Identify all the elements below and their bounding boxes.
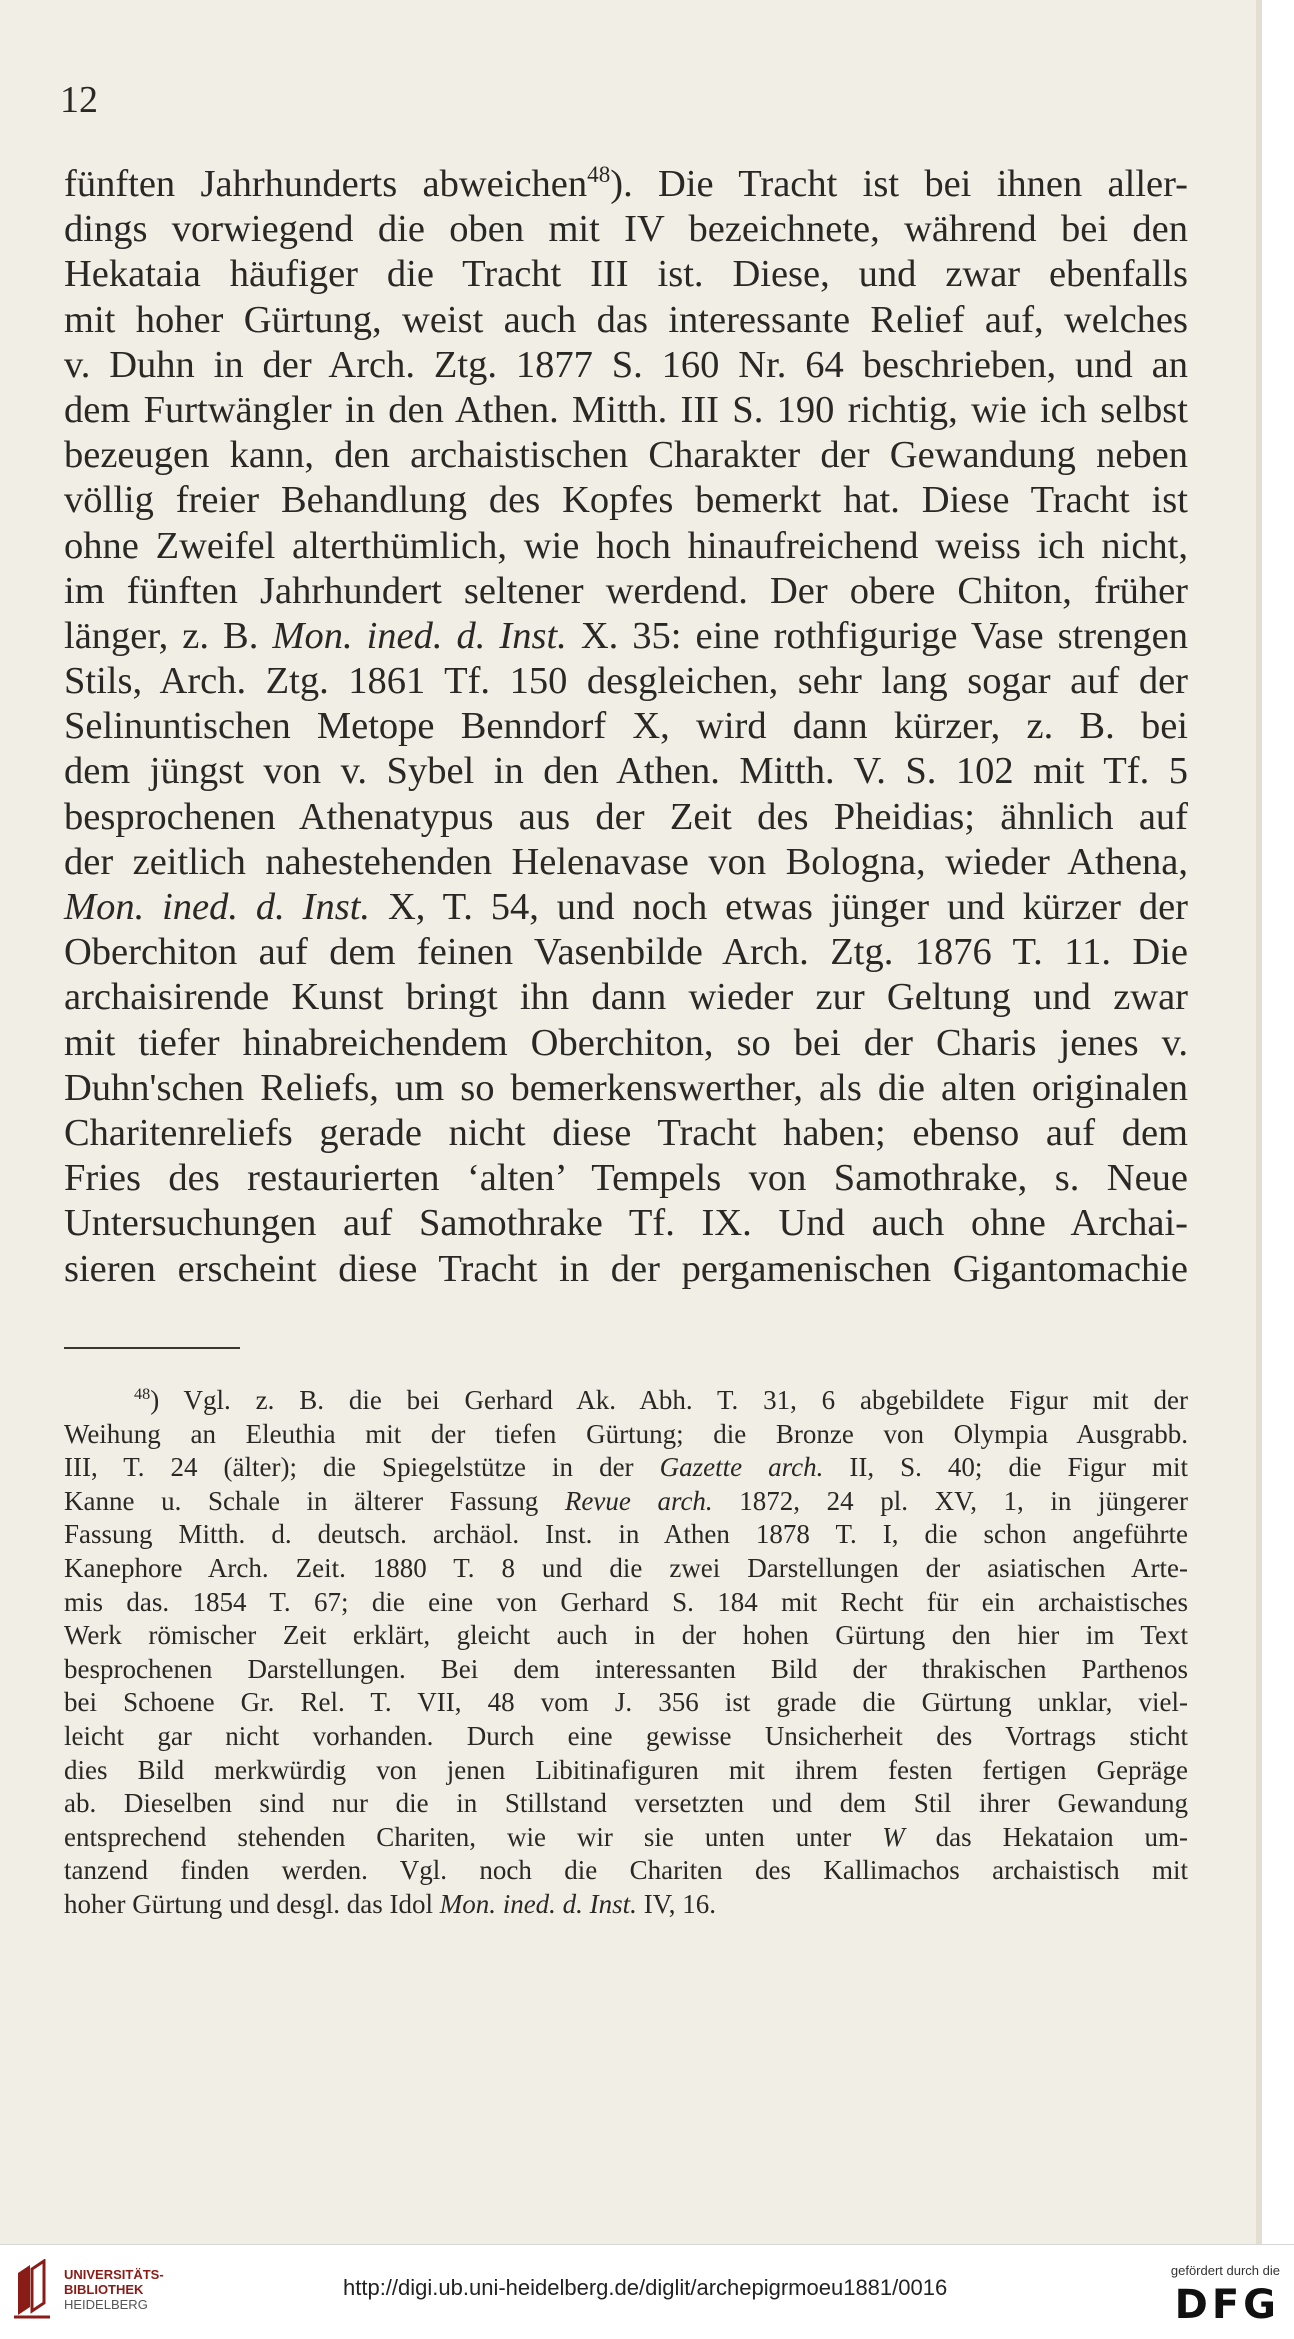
text-line: v. Duhn in der Arch. Ztg. 1877 S. 160 Nr. 64 beschrieben, und an <box>64 343 1188 386</box>
text-line: ohne Zweifel alterthümlich, wie hoch hinaufreichend weiss ich nicht, <box>64 524 1188 567</box>
text-line: dem Furtwängler in den Athen. Mitth. III S. 190 richtig, wie ich selbst <box>64 388 1188 431</box>
footnote-divider <box>64 1347 240 1349</box>
text-line: bezeugen kann, den archaistischen Charakter der Gewandung neben <box>64 434 1188 477</box>
footnote-line: ab. Dieselben sind nur die in Stillstand versetzten und dem Stil ihrer Gewandung <box>64 1788 1188 1819</box>
italic-citation: Revue arch. <box>564 1485 713 1516</box>
text-line: der zeitlich nahestehenden Helenavase von Bologna, wieder Athena, <box>64 840 1188 883</box>
footnote-line: besprochenen Darstellungen. Bei dem interessanten Bild der thrakischen Parthenos <box>64 1653 1188 1684</box>
italic-citation: W <box>882 1821 905 1852</box>
footnote-line: Weihung an Eleuthia mit der tiefen Gürtung; die Bronze von Olympia Ausgrabb. <box>64 1418 1188 1449</box>
text-line: Fries des restaurierten ‘alten’ Tempels von Samothrake, s. Neue <box>64 1157 1188 1200</box>
text-line: Untersuchungen auf Samothrake Tf. IX. Und auch ohne Archai- <box>64 1202 1188 1245</box>
italic-citation: Mon. ined. d. Inst. <box>439 1888 637 1919</box>
text-line: Charitenreliefs gerade nicht diese Tracht haben; ebenso auf dem <box>64 1111 1188 1154</box>
university-library-logo-icon[interactable] <box>10 2259 58 2321</box>
text-line: mit tiefer hinabreichendem Oberchiton, so bei der Charis jenes v. <box>64 1021 1188 1064</box>
footnote-line: Fassung Mitth. d. deutsch. archäol. Inst. in Athen 1878 T. I, die schon angeführte <box>64 1519 1188 1550</box>
footnote-line: Kanephore Arch. Zeit. 1880 T. 8 und die zwei Darstellungen der asiatischen Arte- <box>64 1552 1188 1583</box>
text-line: Selinuntischen Metope Benndorf X, wird dann kürzer, z. B. bei <box>64 705 1188 748</box>
text-line: Duhn'schen Reliefs, um so bemerkenswerther, als die alten originalen <box>64 1066 1188 1109</box>
italic-citation: Mon. ined. d. Inst. <box>272 614 567 657</box>
viewer-footer <box>0 2244 1294 2339</box>
footnote-marker: 48 <box>134 1385 151 1403</box>
permalink-url[interactable]: http://digi.ub.uni-heidelberg.de/diglit/archepigrmoeu1881/0016 <box>343 2275 948 2300</box>
text-line: Hekataia häufiger die Tracht III ist. Diese, und zwar ebenfalls <box>64 253 1188 296</box>
text-line: völlig freier Behandlung des Kopfes bemerkt hat. Diese Tracht ist <box>64 479 1188 522</box>
text-line: besprochenen Athenatypus aus der Zeit des Pheidias; ähnlich auf <box>64 795 1188 838</box>
footnote-line: bei Schoene Gr. Rel. T. VII, 48 vom J. 356 ist grade die Gürtung unklar, viel- <box>64 1687 1188 1718</box>
main-text <box>64 162 1188 1292</box>
funding-caption: gefördert durch die <box>1170 2263 1280 2278</box>
italic-citation: Gazette arch. <box>659 1452 824 1483</box>
footnote-line: leicht gar nicht vorhanden. Durch eine gewisse Unsicherheit des Vortrags sticht <box>64 1720 1188 1751</box>
funding-logo[interactable] <box>1110 2263 1280 2329</box>
text-line: Mon. ined. d. Inst. X, T. 54, und noch etwas jünger und kürzer der <box>64 886 1188 928</box>
text-line: dings vorwiegend die oben mit IV bezeichnete, während bei den <box>64 208 1188 251</box>
text-line: länger, z. B. Mon. ined. d. Inst. X. 35: eine rothfigurige Vase strengen <box>64 614 1188 657</box>
footnote-block <box>64 1384 1188 1922</box>
text-line: mit hoher Gürtung, weist auch das interessante Relief auf, welches <box>64 298 1188 341</box>
page-number: 12 <box>60 79 98 121</box>
footnote-line: Kanne u. Schale in älterer Fassung Revue arch. 1872, 24 pl. XV, 1, in jüngerer <box>64 1485 1189 1516</box>
text-line: sieren erscheint diese Tracht in der pergamenischen Gigantomachie <box>64 1247 1188 1290</box>
footnote-line: mis das. 1854 T. 67; die eine von Gerhard S. 184 mit Recht für ein archaistisches <box>64 1586 1188 1617</box>
footnote-line: dies Bild merkwürdig von jenen Libitinafiguren mit ihrem festen fertigen Gepräge <box>64 1754 1188 1785</box>
italic-citation: Mon. ined. d. Inst. <box>64 886 371 928</box>
footnote-line: III, T. 24 (älter); die Spiegelstütze in der Gazette arch. II, S. 40; die Figur mit <box>64 1452 1188 1483</box>
footnote-line: tanzend finden werden. Vgl. noch die Chariten des Kallimachos archaistisch mit <box>64 1855 1188 1886</box>
text-line: dem jüngst von v. Sybel in den Athen. Mitth. V. S. 102 mit Tf. 5 <box>64 750 1188 793</box>
library-name[interactable]: UNIVERSITÄTS- BIBLIOTHEK HEIDELBERG <box>64 2267 164 2312</box>
footnote-reference[interactable]: 48 <box>587 161 611 188</box>
text-line: Stils, Arch. Ztg. 1861 Tf. 150 desgleichen, sehr lang sogar auf der <box>64 660 1188 703</box>
text-line: im fünften Jahrhundert seltener werdend. Der obere Chiton, früher <box>64 569 1188 612</box>
footnote-line: hoher Gürtung und desgl. das Idol Mon. ined. d. Inst. IV, 16. <box>64 1888 716 1919</box>
text-line: fünften Jahrhunderts abweichen$^{48}$). Die Tracht ist bei ihnen aller- <box>64 161 1188 205</box>
footnote-line: $^{48}$) Vgl. z. B. die bei Gerhard Ak. Abh. T. 31, 6 abgebildete Figur mit der <box>134 1385 1188 1415</box>
dfg-logo-icon: DFG <box>1174 2282 1280 2328</box>
footnote-line: entsprechend stehenden Chariten, wie wir sie unten unter W das Hekataion um- <box>64 1821 1189 1852</box>
text-line: archaisirende Kunst bringt ihn dann wieder zur Geltung und zwar <box>64 976 1188 1019</box>
text-line: Oberchiton auf dem feinen Vasenbilde Arch. Ztg. 1876 T. 11. Die <box>64 931 1188 974</box>
footnote-line: Werk römischer Zeit erklärt, gleicht auch in der hohen Gürtung den hier im Text <box>64 1620 1188 1651</box>
